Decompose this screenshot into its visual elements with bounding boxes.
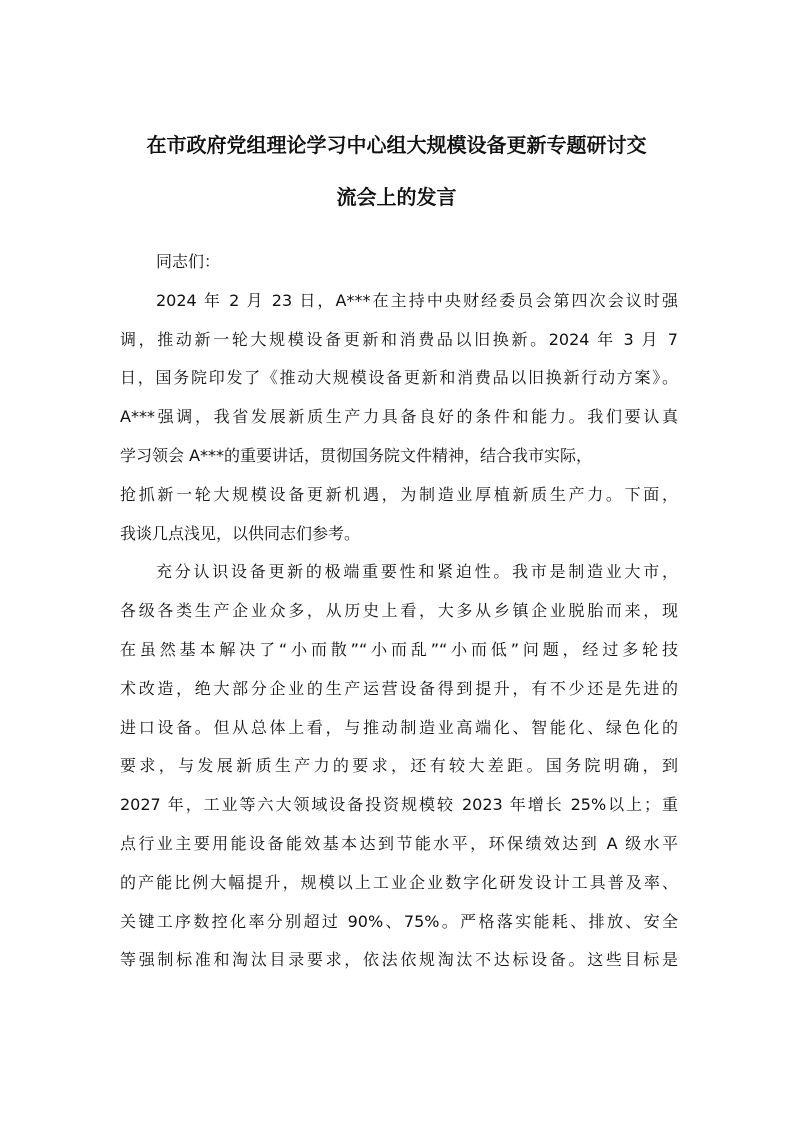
- paragraph-line: 在虽然基本解决了“小而散”“小而乱”“小而低”问题，经过多轮技: [120, 639, 678, 659]
- document-title-line-1: 在市政府党组理论学习中心组大规模设备更新专题研讨交: [146, 133, 647, 157]
- paragraph-line: 日，国务院印发了《推动大规模设备更新和消费品以旧换新行动方案》。: [120, 368, 678, 388]
- paragraph-line: 学习领会 A***的重要讲话，贯彻国务院文件精神，结合我市实际，: [120, 445, 593, 465]
- paragraph-line: 抢抓新一轮大规模设备更新机遇，为制造业厚植新质生产力。下面，: [120, 484, 678, 504]
- paragraph-line: 各级各类生产企业众多，从历史上看，大多从乡镇企业脱胎而来，现: [120, 601, 678, 621]
- paragraph-line: 术改造，绝大部分企业的生产运营设备得到提升，有不少还是先进的: [120, 678, 678, 698]
- paragraph-line: 要求，与发展新质生产力的要求，还有较大差距。国务院明确，到: [120, 756, 678, 776]
- paragraph-line: 的产能比例大幅提升，规模以上工业企业数字化研发设计工具普及率、: [120, 872, 678, 892]
- paragraph-line: 关键工序数控化率分别超过 90%、75%。严格落实能耗、排放、安全: [120, 911, 678, 931]
- document-body: [120, 243, 678, 980]
- document-title-line-2: 流会上的发言: [336, 185, 457, 209]
- paragraph-line: 我谈几点浅见，以供同志们参考。: [120, 523, 361, 543]
- salutation: 同志们：: [156, 252, 221, 271]
- paragraph-line: 充分认识设备更新的极端重要性和紧迫性。我市是制造业大市，: [156, 562, 678, 582]
- paragraph-line: 2024 年 2 月 23 日，A***在主持中央财经委员会第四次会议时强: [156, 290, 678, 310]
- paragraph-line: 进口设备。但从总体上看，与推动制造业高端化、智能化、绿色化的: [120, 717, 678, 737]
- paragraph-line: A***强调，我省发展新质生产力具备良好的条件和能力。我们要认真: [120, 407, 678, 427]
- paragraph-line: 调，推动新一轮大规模设备更新和消费品以旧换新。2024 年 3 月 7: [120, 329, 678, 349]
- paragraph-line: 等强制标准和淘汰目录要求，依法依规淘汰不达标设备。这些目标是: [120, 950, 678, 970]
- paragraph-line: 点行业主要用能设备能效基本达到节能水平，环保绩效达到 A 级水平: [120, 833, 678, 853]
- paragraph-line: 2027 年，工业等六大领域设备投资规模较 2023 年增长 25%以上；重: [120, 795, 678, 815]
